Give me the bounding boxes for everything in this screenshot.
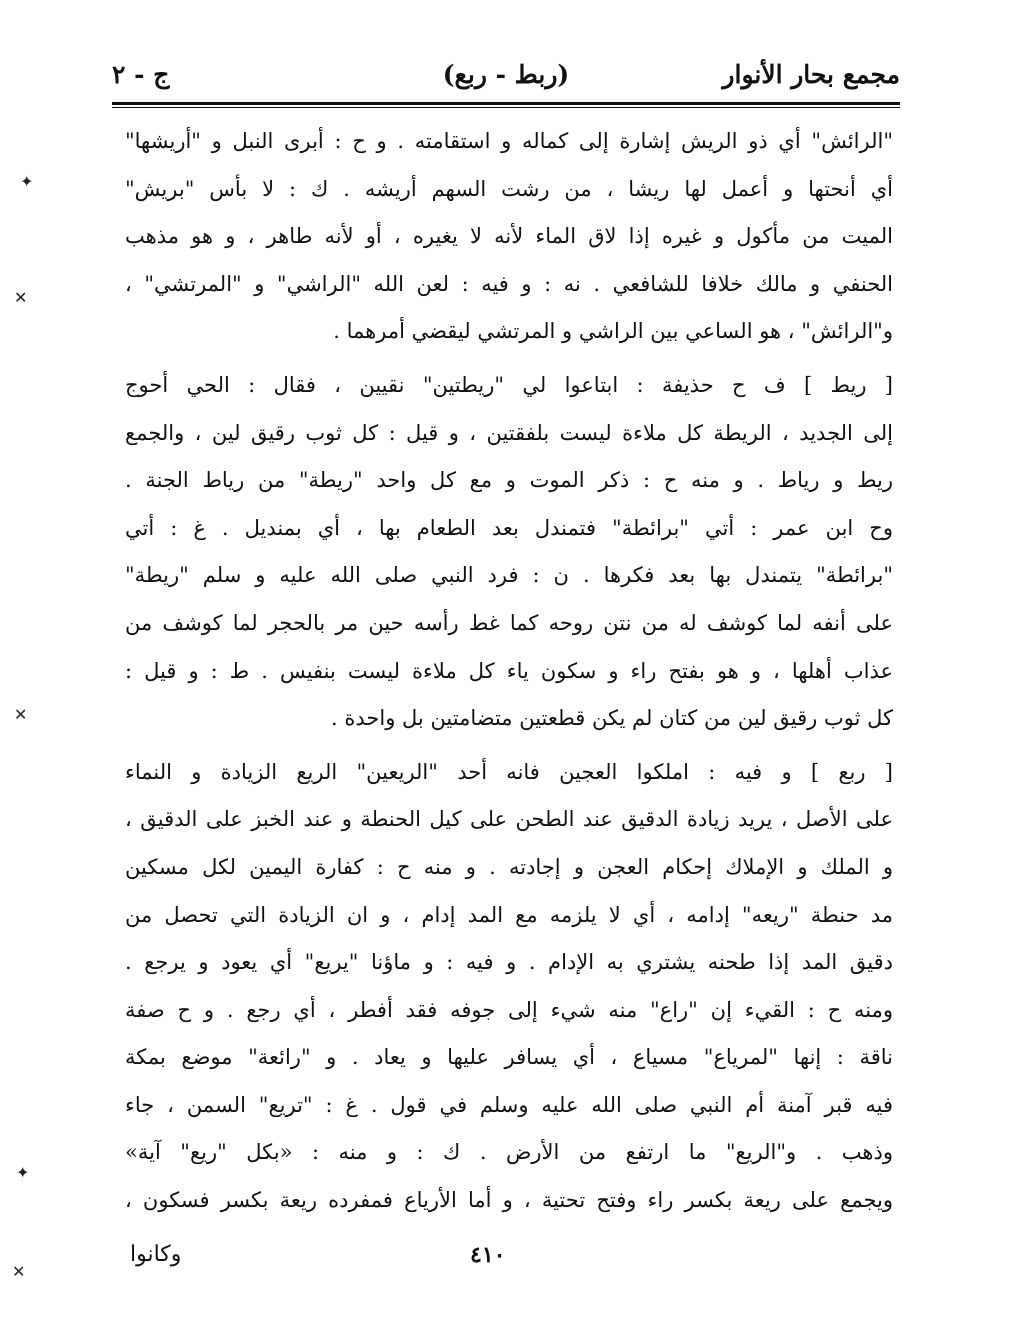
- text-line: على الأصل ، يريد زيادة الدقيق عند الطحن على كيل الحنطة و عند الخبز على الدقيق ،: [125, 807, 893, 832]
- text-line: وذهب . و"الريع" ما ارتفع من الأرض . ك : و منه : «بكل "ريع" آية»: [125, 1140, 893, 1165]
- registration-mark-icon: ✦: [20, 172, 34, 191]
- text-line: ويجمع على ريعة بكسر راء وفتح تحتية ، و أما الأرياع فمفرده ريعة بكسر فسكون ،: [125, 1188, 893, 1213]
- entry-start-line: [ ريط ] ف ح حذيفة : ابتاعوا لي "ريطتين" نقيين ، فقال : الحي أحوج: [125, 372, 893, 397]
- page-body: [125, 118, 893, 1225]
- text-line: فيه قبر آمنة أم النبي صلى الله عليه وسلم في قول . غ : "تريع" السمن ، جاء: [125, 1092, 893, 1117]
- header-rule-thin: [112, 107, 900, 108]
- text-line: كل ثوب رقيق لين من كتان لم يكن قطعتين متضامتين بل واحدة .: [331, 706, 893, 731]
- registration-mark-icon: ✕: [14, 705, 28, 724]
- page-number: ٤١٠: [470, 1242, 506, 1268]
- text-line: الميت من مأكول و غيره إذا لاق الماء لأنه لا يغيره ، أو لأنه طاهر ، و هو مذهب: [125, 224, 893, 249]
- registration-mark-icon: ✦: [16, 1163, 30, 1182]
- volume-number: ج - ٢: [112, 60, 170, 89]
- text-line: الحنفي و مالك خلافا للشافعي . نه : و فيه : لعن الله "الراشي" و "المرتشي" ،: [125, 271, 893, 296]
- catchword: وكانوا: [130, 1242, 182, 1267]
- text-line: إلى الجديد ، الريطة كل ملاءة ليست بلفقتين ، و قيل : كل ثوب رقيق لين ، والجمع: [125, 420, 893, 445]
- book-title: مجمع بحار الأنوار: [722, 60, 900, 89]
- text-line: "برائطة" يتمندل بها بعد فكرها . ن : فرد النبي صلى الله عليه و سلم "ريطة": [125, 563, 893, 588]
- text-line: دقيق المد إذا طحنه يشتري به الإدام . و فيه : و ماؤنا "يريع" أي يعود و يرجع .: [125, 950, 893, 975]
- entry-start-line: [ ربع ] و فيه : املكوا العجين فانه أحد "الريعين" الريع الزيادة و النماء: [125, 759, 893, 784]
- header-rule: [112, 102, 900, 105]
- text-line: "الرائش" أي ذو الريش إشارة إلى كماله و استقامته . و ح : أبرى النبل و "أريشها": [125, 129, 893, 153]
- text-line: عذاب أهلها ، و هو بفتح راء و سكون ياء كل ملاءة ليست بنفيس . ط : و قيل :: [125, 658, 893, 683]
- text-line: على أنفه لما كوشف له من نتن روحه كما غط رأسه حين مر بالحجر لما كوشف من: [125, 610, 893, 635]
- entry-range: (ربط - ربع): [442, 60, 570, 89]
- text-line: و الملك و الإملاك إحكام العجن و إجادته . و منه ح : كفارة اليمين لكل مسكين: [125, 854, 893, 879]
- text-line: ومنه ح : القيء إن "راع" منه شيء إلى جوفه فقد أفطر ، أي رجع . و ح صفة: [125, 997, 893, 1022]
- text-line: أي أنحتها و أعمل لها ريشا ، من رشت السهم أريشه . ك : لا بأس "بريش": [125, 176, 893, 201]
- text-line: وح ابن عمر : أتي "برائطة" فتمندل بعد الطعام بها ، أي بمنديل . غ : أتي: [125, 515, 893, 540]
- text-line: و"الرائش" ، هو الساعي بين الراشي و المرتشي ليقضي أمرهما .: [333, 319, 893, 344]
- registration-mark-icon: ✕: [12, 1262, 26, 1281]
- text-line: مد حنطة "ريعه" إدامه ، أي لا يلزمه مع المد إدام ، و ان الزيادة التي تحصل من: [125, 902, 893, 927]
- text-line: ناقة : إنها "لمرياع" مسياع ، أي يسافر عليها و يعاد . و "رائعة" موضع بمكة: [125, 1045, 893, 1070]
- page-header: [112, 56, 900, 100]
- page-footer: [0, 1242, 1011, 1282]
- registration-mark-icon: ✕: [14, 288, 28, 307]
- text-line: ريط و رياط . و منه ح : ذكر الموت و مع كل واحد "ريطة" من رياط الجنة .: [125, 468, 893, 493]
